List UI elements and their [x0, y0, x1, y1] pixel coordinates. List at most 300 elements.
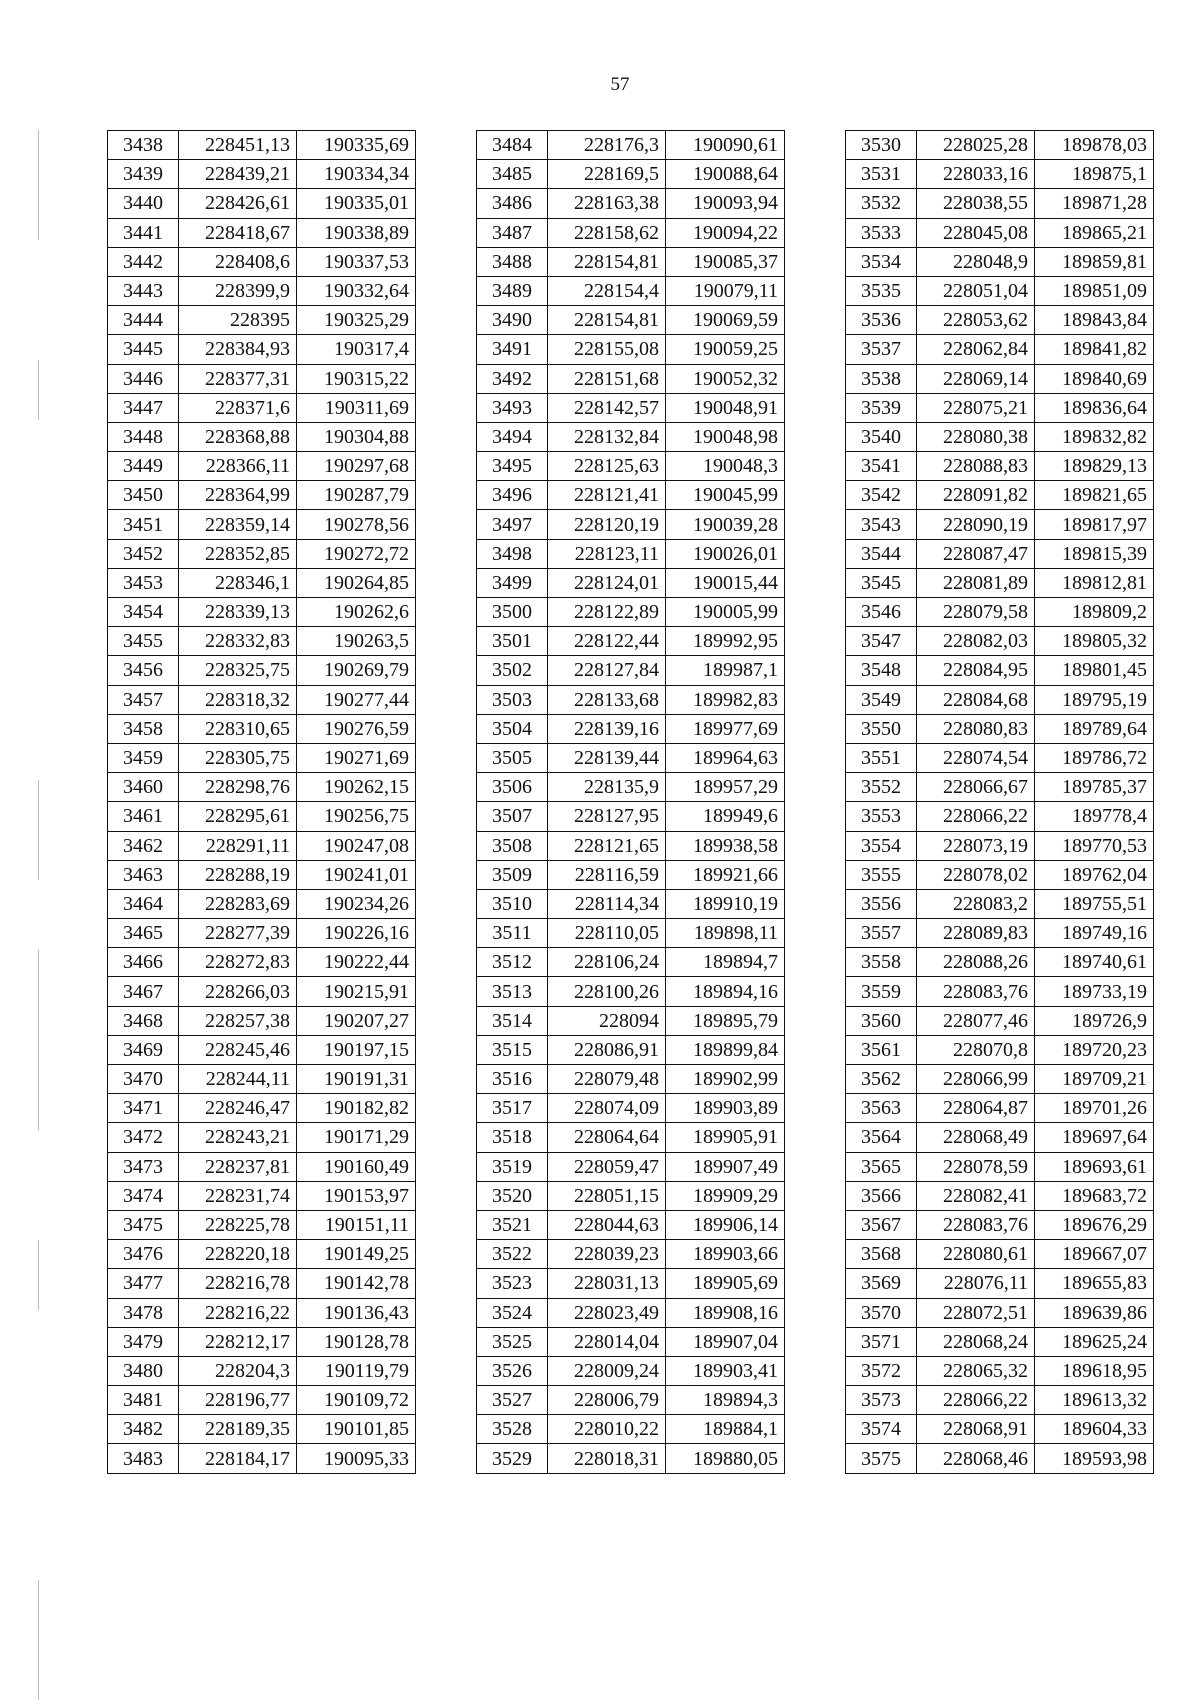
point-number-cell: 3482	[108, 1415, 179, 1444]
y-coordinate-cell: 190048,98	[666, 422, 785, 451]
table-row	[477, 1327, 785, 1356]
point-number-cell: 3530	[846, 131, 917, 160]
y-coordinate-cell: 190197,15	[297, 1035, 416, 1064]
y-coordinate-cell: 189817,97	[1035, 510, 1154, 539]
x-coordinate-cell: 228078,02	[917, 860, 1035, 889]
table-row	[108, 627, 416, 656]
y-coordinate-cell: 190005,99	[666, 598, 785, 627]
x-coordinate-cell: 228081,89	[917, 568, 1035, 597]
y-coordinate-cell: 190039,28	[666, 510, 785, 539]
y-coordinate-cell: 190241,01	[297, 860, 416, 889]
point-number-cell: 3517	[477, 1094, 548, 1123]
point-number-cell: 3561	[846, 1035, 917, 1064]
x-coordinate-cell: 228083,2	[917, 889, 1035, 918]
y-coordinate-cell: 190085,37	[666, 247, 785, 276]
table-row	[846, 1240, 1154, 1269]
point-number-cell: 3562	[846, 1065, 917, 1094]
y-coordinate-cell: 189836,64	[1035, 393, 1154, 422]
y-coordinate-cell: 190215,91	[297, 977, 416, 1006]
table-row	[477, 160, 785, 189]
point-number-cell: 3476	[108, 1240, 179, 1269]
table-row	[846, 452, 1154, 481]
table-row	[108, 1356, 416, 1385]
table-row	[108, 656, 416, 685]
x-coordinate-cell: 228127,84	[548, 656, 666, 685]
y-coordinate-cell: 189676,29	[1035, 1210, 1154, 1239]
point-number-cell: 3548	[846, 656, 917, 685]
x-coordinate-cell: 228100,26	[548, 977, 666, 1006]
y-coordinate-cell: 189786,72	[1035, 743, 1154, 772]
table-row	[846, 1006, 1154, 1035]
point-number-cell: 3570	[846, 1298, 917, 1327]
point-number-cell: 3480	[108, 1356, 179, 1385]
x-coordinate-cell: 228074,09	[548, 1094, 666, 1123]
page-number: 57	[610, 74, 630, 95]
y-coordinate-cell: 189905,69	[666, 1269, 785, 1298]
y-coordinate-cell: 189604,33	[1035, 1415, 1154, 1444]
point-number-cell: 3458	[108, 714, 179, 743]
x-coordinate-cell: 228371,6	[179, 393, 297, 422]
table-row	[846, 743, 1154, 772]
point-number-cell: 3473	[108, 1152, 179, 1181]
table-row	[477, 714, 785, 743]
x-coordinate-cell: 228155,08	[548, 335, 666, 364]
point-number-cell: 3444	[108, 306, 179, 335]
table-row	[108, 422, 416, 451]
y-coordinate-cell: 190264,85	[297, 568, 416, 597]
table-row	[108, 948, 416, 977]
point-number-cell: 3555	[846, 860, 917, 889]
table-row	[477, 1210, 785, 1239]
x-coordinate-cell: 228080,83	[917, 714, 1035, 743]
x-coordinate-cell: 228237,81	[179, 1152, 297, 1181]
y-coordinate-cell: 189770,53	[1035, 831, 1154, 860]
point-number-cell: 3539	[846, 393, 917, 422]
y-coordinate-cell: 190093,94	[666, 189, 785, 218]
table-row	[477, 218, 785, 247]
table-row	[477, 1006, 785, 1035]
y-coordinate-cell: 189667,07	[1035, 1240, 1154, 1269]
point-number-cell: 3447	[108, 393, 179, 422]
y-coordinate-cell: 190160,49	[297, 1152, 416, 1181]
y-coordinate-cell: 190182,82	[297, 1094, 416, 1123]
table-row	[846, 802, 1154, 831]
x-coordinate-cell: 228069,14	[917, 364, 1035, 393]
table-row	[846, 189, 1154, 218]
y-coordinate-cell: 189709,21	[1035, 1065, 1154, 1094]
point-number-cell: 3474	[108, 1181, 179, 1210]
x-coordinate-cell: 228451,13	[179, 131, 297, 160]
x-coordinate-cell: 228212,17	[179, 1327, 297, 1356]
table-row	[846, 276, 1154, 305]
table-row	[477, 393, 785, 422]
y-coordinate-cell: 189859,81	[1035, 247, 1154, 276]
table-row	[477, 773, 785, 802]
x-coordinate-cell: 228298,76	[179, 773, 297, 802]
x-coordinate-cell: 228087,47	[917, 539, 1035, 568]
x-coordinate-cell: 228368,88	[179, 422, 297, 451]
y-coordinate-cell: 189683,72	[1035, 1181, 1154, 1210]
y-coordinate-cell: 190287,79	[297, 481, 416, 510]
x-coordinate-cell: 228135,9	[548, 773, 666, 802]
y-coordinate-cell: 190149,25	[297, 1240, 416, 1269]
x-coordinate-cell: 228125,63	[548, 452, 666, 481]
y-coordinate-cell: 189829,13	[1035, 452, 1154, 481]
y-coordinate-cell: 190278,56	[297, 510, 416, 539]
x-coordinate-cell: 228310,65	[179, 714, 297, 743]
y-coordinate-cell: 189701,26	[1035, 1094, 1154, 1123]
x-coordinate-cell: 228288,19	[179, 860, 297, 889]
y-coordinate-cell: 190256,75	[297, 802, 416, 831]
point-number-cell: 3492	[477, 364, 548, 393]
y-coordinate-cell: 189907,49	[666, 1152, 785, 1181]
y-coordinate-cell: 190325,29	[297, 306, 416, 335]
y-coordinate-cell: 189795,19	[1035, 685, 1154, 714]
y-coordinate-cell: 190015,44	[666, 568, 785, 597]
x-coordinate-cell: 228025,28	[917, 131, 1035, 160]
x-coordinate-cell: 228066,22	[917, 802, 1035, 831]
y-coordinate-cell: 190315,22	[297, 364, 416, 393]
point-number-cell: 3571	[846, 1327, 917, 1356]
point-number-cell: 3524	[477, 1298, 548, 1327]
x-coordinate-cell: 228158,62	[548, 218, 666, 247]
table-row	[846, 1210, 1154, 1239]
table-row	[846, 422, 1154, 451]
point-number-cell: 3547	[846, 627, 917, 656]
point-number-cell: 3510	[477, 889, 548, 918]
table-row	[477, 1240, 785, 1269]
point-number-cell: 3549	[846, 685, 917, 714]
y-coordinate-cell: 190262,15	[297, 773, 416, 802]
point-number-cell: 3483	[108, 1444, 179, 1473]
table-row	[846, 1269, 1154, 1298]
x-coordinate-cell: 228031,13	[548, 1269, 666, 1298]
point-number-cell: 3475	[108, 1210, 179, 1239]
table-row	[477, 510, 785, 539]
point-number-cell: 3506	[477, 773, 548, 802]
table-row	[846, 1065, 1154, 1094]
point-number-cell: 3523	[477, 1269, 548, 1298]
y-coordinate-cell: 190191,31	[297, 1065, 416, 1094]
y-coordinate-cell: 190026,01	[666, 539, 785, 568]
y-coordinate-cell: 189910,19	[666, 889, 785, 918]
y-coordinate-cell: 190059,25	[666, 335, 785, 364]
point-number-cell: 3535	[846, 276, 917, 305]
table-row	[846, 568, 1154, 597]
coordinates-table-1	[107, 130, 416, 1474]
y-coordinate-cell: 190142,78	[297, 1269, 416, 1298]
table-row	[846, 335, 1154, 364]
table-row	[108, 889, 416, 918]
x-coordinate-cell: 228006,79	[548, 1386, 666, 1415]
point-number-cell: 3499	[477, 568, 548, 597]
y-coordinate-cell: 190048,3	[666, 452, 785, 481]
x-coordinate-cell: 228305,75	[179, 743, 297, 772]
point-number-cell: 3540	[846, 422, 917, 451]
table-row	[846, 1386, 1154, 1415]
y-coordinate-cell: 190153,97	[297, 1181, 416, 1210]
point-number-cell: 3478	[108, 1298, 179, 1327]
x-coordinate-cell: 228090,19	[917, 510, 1035, 539]
point-number-cell: 3509	[477, 860, 548, 889]
x-coordinate-cell: 228169,5	[548, 160, 666, 189]
x-coordinate-cell: 228033,16	[917, 160, 1035, 189]
point-number-cell: 3449	[108, 452, 179, 481]
point-number-cell: 3500	[477, 598, 548, 627]
table-row	[108, 831, 416, 860]
x-coordinate-cell: 228075,21	[917, 393, 1035, 422]
y-coordinate-cell: 190069,59	[666, 306, 785, 335]
table-row	[108, 773, 416, 802]
point-number-cell: 3538	[846, 364, 917, 393]
x-coordinate-cell: 228068,46	[917, 1444, 1035, 1473]
point-number-cell: 3488	[477, 247, 548, 276]
point-number-cell: 3558	[846, 948, 917, 977]
point-number-cell: 3565	[846, 1152, 917, 1181]
x-coordinate-cell: 228216,78	[179, 1269, 297, 1298]
x-coordinate-cell: 228080,38	[917, 422, 1035, 451]
x-coordinate-cell: 228064,64	[548, 1123, 666, 1152]
table-row	[477, 1035, 785, 1064]
x-coordinate-cell: 228184,17	[179, 1444, 297, 1473]
x-coordinate-cell: 228243,21	[179, 1123, 297, 1152]
x-coordinate-cell: 228291,11	[179, 831, 297, 860]
point-number-cell: 3554	[846, 831, 917, 860]
x-coordinate-cell: 228014,04	[548, 1327, 666, 1356]
point-number-cell: 3553	[846, 802, 917, 831]
point-number-cell: 3528	[477, 1415, 548, 1444]
point-number-cell: 3501	[477, 627, 548, 656]
y-coordinate-cell: 189871,28	[1035, 189, 1154, 218]
point-number-cell: 3465	[108, 919, 179, 948]
x-coordinate-cell: 228439,21	[179, 160, 297, 189]
y-coordinate-cell: 189815,39	[1035, 539, 1154, 568]
table-row	[846, 1415, 1154, 1444]
table-row	[108, 1181, 416, 1210]
point-number-cell: 3546	[846, 598, 917, 627]
table-row	[108, 919, 416, 948]
table-row	[477, 889, 785, 918]
table-row	[477, 422, 785, 451]
point-number-cell: 3467	[108, 977, 179, 1006]
y-coordinate-cell: 189906,14	[666, 1210, 785, 1239]
point-number-cell: 3440	[108, 189, 179, 218]
table-row	[108, 393, 416, 422]
point-number-cell: 3522	[477, 1240, 548, 1269]
x-coordinate-cell: 228142,57	[548, 393, 666, 422]
point-number-cell: 3452	[108, 539, 179, 568]
table-row	[477, 627, 785, 656]
x-coordinate-cell: 228110,05	[548, 919, 666, 948]
table-row	[108, 160, 416, 189]
x-coordinate-cell: 228426,61	[179, 189, 297, 218]
x-coordinate-cell: 228245,46	[179, 1035, 297, 1064]
x-coordinate-cell: 228066,22	[917, 1386, 1035, 1415]
point-number-cell: 3512	[477, 948, 548, 977]
point-number-cell: 3552	[846, 773, 917, 802]
y-coordinate-cell: 190304,88	[297, 422, 416, 451]
point-number-cell: 3441	[108, 218, 179, 247]
point-number-cell: 3457	[108, 685, 179, 714]
y-coordinate-cell: 189921,66	[666, 860, 785, 889]
point-number-cell: 3564	[846, 1123, 917, 1152]
table-row	[108, 568, 416, 597]
x-coordinate-cell: 228051,15	[548, 1181, 666, 1210]
x-coordinate-cell: 228065,32	[917, 1356, 1035, 1385]
point-number-cell: 3498	[477, 539, 548, 568]
x-coordinate-cell: 228277,39	[179, 919, 297, 948]
y-coordinate-cell: 190048,91	[666, 393, 785, 422]
point-number-cell: 3567	[846, 1210, 917, 1239]
y-coordinate-cell: 189693,61	[1035, 1152, 1154, 1181]
y-coordinate-cell: 189895,79	[666, 1006, 785, 1035]
y-coordinate-cell: 189778,4	[1035, 802, 1154, 831]
y-coordinate-cell: 190337,53	[297, 247, 416, 276]
x-coordinate-cell: 228399,9	[179, 276, 297, 305]
table-row	[108, 452, 416, 481]
point-number-cell: 3516	[477, 1065, 548, 1094]
x-coordinate-cell: 228088,83	[917, 452, 1035, 481]
point-number-cell: 3526	[477, 1356, 548, 1385]
table-row	[108, 481, 416, 510]
table-row	[477, 481, 785, 510]
table-row	[846, 247, 1154, 276]
table-row	[846, 1356, 1154, 1385]
table-row	[846, 656, 1154, 685]
point-number-cell: 3456	[108, 656, 179, 685]
y-coordinate-cell: 190269,79	[297, 656, 416, 685]
table-row	[477, 247, 785, 276]
table-row	[477, 306, 785, 335]
point-number-cell: 3479	[108, 1327, 179, 1356]
table-row	[846, 1327, 1154, 1356]
table-row	[108, 539, 416, 568]
x-coordinate-cell: 228244,11	[179, 1065, 297, 1094]
x-coordinate-cell: 228151,68	[548, 364, 666, 393]
point-number-cell: 3569	[846, 1269, 917, 1298]
x-coordinate-cell: 228045,08	[917, 218, 1035, 247]
x-coordinate-cell: 228123,11	[548, 539, 666, 568]
point-number-cell: 3534	[846, 247, 917, 276]
point-number-cell: 3542	[846, 481, 917, 510]
point-number-cell: 3497	[477, 510, 548, 539]
table-row	[477, 1065, 785, 1094]
x-coordinate-cell: 228066,67	[917, 773, 1035, 802]
table-row	[108, 1035, 416, 1064]
table-row	[846, 831, 1154, 860]
y-coordinate-cell: 190119,79	[297, 1356, 416, 1385]
table-row	[846, 539, 1154, 568]
table-row	[846, 977, 1154, 1006]
table-row	[846, 948, 1154, 977]
y-coordinate-cell: 189964,63	[666, 743, 785, 772]
x-coordinate-cell: 228196,77	[179, 1386, 297, 1415]
x-coordinate-cell: 228124,01	[548, 568, 666, 597]
x-coordinate-cell: 228132,84	[548, 422, 666, 451]
x-coordinate-cell: 228023,49	[548, 1298, 666, 1327]
x-coordinate-cell: 228089,83	[917, 919, 1035, 948]
x-coordinate-cell: 228318,32	[179, 685, 297, 714]
x-coordinate-cell: 228018,31	[548, 1444, 666, 1473]
x-coordinate-cell: 228346,1	[179, 568, 297, 597]
point-number-cell: 3486	[477, 189, 548, 218]
y-coordinate-cell: 189762,04	[1035, 860, 1154, 889]
point-number-cell: 3489	[477, 276, 548, 305]
y-coordinate-cell: 189593,98	[1035, 1444, 1154, 1473]
table-row	[108, 1152, 416, 1181]
y-coordinate-cell: 189875,1	[1035, 160, 1154, 189]
y-coordinate-cell: 190090,61	[666, 131, 785, 160]
y-coordinate-cell: 190334,34	[297, 160, 416, 189]
y-coordinate-cell: 190226,16	[297, 919, 416, 948]
x-coordinate-cell: 228084,95	[917, 656, 1035, 685]
y-coordinate-cell: 189789,64	[1035, 714, 1154, 743]
point-number-cell: 3514	[477, 1006, 548, 1035]
x-coordinate-cell: 228076,11	[917, 1269, 1035, 1298]
table-row	[846, 1444, 1154, 1473]
point-number-cell: 3557	[846, 919, 917, 948]
point-number-cell: 3472	[108, 1123, 179, 1152]
y-coordinate-cell: 189957,29	[666, 773, 785, 802]
point-number-cell: 3466	[108, 948, 179, 977]
y-coordinate-cell: 190338,89	[297, 218, 416, 247]
table-row	[108, 802, 416, 831]
point-number-cell: 3550	[846, 714, 917, 743]
table-row	[846, 510, 1154, 539]
point-number-cell: 3537	[846, 335, 917, 364]
table-row	[108, 1123, 416, 1152]
y-coordinate-cell: 189805,32	[1035, 627, 1154, 656]
point-number-cell: 3519	[477, 1152, 548, 1181]
x-coordinate-cell: 228359,14	[179, 510, 297, 539]
x-coordinate-cell: 228088,26	[917, 948, 1035, 977]
point-number-cell: 3485	[477, 160, 548, 189]
y-coordinate-cell: 189894,3	[666, 1386, 785, 1415]
x-coordinate-cell: 228114,34	[548, 889, 666, 918]
y-coordinate-cell: 190079,11	[666, 276, 785, 305]
point-number-cell: 3574	[846, 1415, 917, 1444]
table-row	[108, 306, 416, 335]
y-coordinate-cell: 189801,45	[1035, 656, 1154, 685]
table-row	[477, 1269, 785, 1298]
table-row	[477, 656, 785, 685]
table-row	[846, 131, 1154, 160]
x-coordinate-cell: 228066,99	[917, 1065, 1035, 1094]
point-number-cell: 3502	[477, 656, 548, 685]
table-row	[477, 335, 785, 364]
x-coordinate-cell: 228154,4	[548, 276, 666, 305]
y-coordinate-cell: 189903,66	[666, 1240, 785, 1269]
coordinates-table-2	[476, 130, 785, 1474]
x-coordinate-cell: 228044,63	[548, 1210, 666, 1239]
point-number-cell: 3544	[846, 539, 917, 568]
y-coordinate-cell: 189843,84	[1035, 306, 1154, 335]
point-number-cell: 3460	[108, 773, 179, 802]
x-coordinate-cell: 228154,81	[548, 247, 666, 276]
point-number-cell: 3525	[477, 1327, 548, 1356]
x-coordinate-cell: 228133,68	[548, 685, 666, 714]
table-row	[846, 1123, 1154, 1152]
table-row	[477, 452, 785, 481]
x-coordinate-cell: 228121,41	[548, 481, 666, 510]
y-coordinate-cell: 190088,64	[666, 160, 785, 189]
table-row	[846, 1035, 1154, 1064]
x-coordinate-cell: 228283,69	[179, 889, 297, 918]
table-row	[108, 1006, 416, 1035]
point-number-cell: 3462	[108, 831, 179, 860]
table-row	[846, 919, 1154, 948]
y-coordinate-cell: 189740,61	[1035, 948, 1154, 977]
